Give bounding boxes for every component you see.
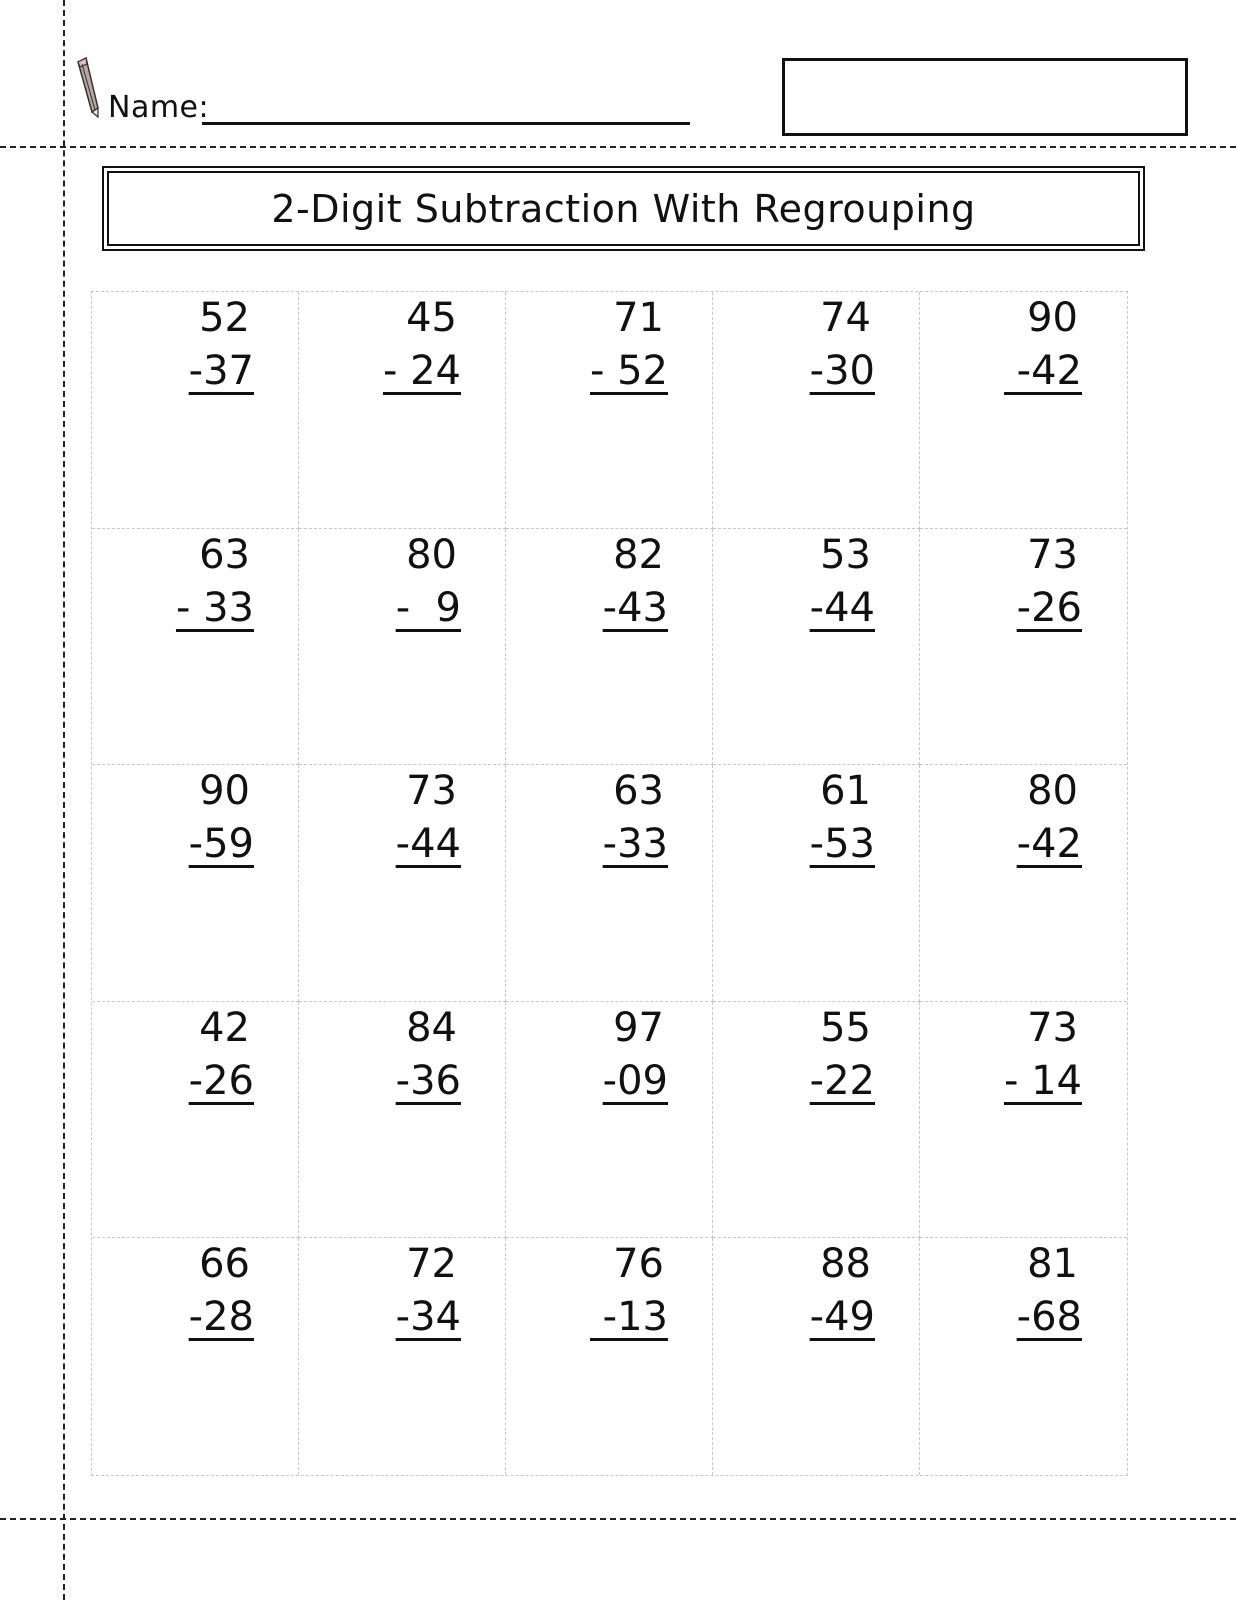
subtrahend: -22 (809, 1057, 875, 1104)
problem-cell (713, 1238, 920, 1475)
problem-cell (92, 292, 299, 529)
problem-cell (920, 292, 1127, 529)
title-frame (102, 166, 1145, 251)
vertical-cut-line (63, 0, 65, 1600)
minuend: 80 (1027, 768, 1078, 815)
top-cut-line (0, 146, 1236, 148)
problem-cell (506, 292, 713, 529)
minuend: 61 (820, 768, 871, 815)
problem-cell (920, 1002, 1127, 1239)
subtrahend: -68 (1016, 1294, 1082, 1341)
pencil-icon (74, 56, 100, 118)
subtrahend: -44 (395, 821, 461, 868)
problem-cell (299, 292, 506, 529)
subtrahend: - 24 (382, 348, 461, 394)
minuend: 52 (199, 295, 250, 341)
minuend: 97 (613, 1004, 664, 1051)
subtrahend: -53 (809, 821, 875, 868)
minuend: 80 (406, 531, 457, 578)
minuend: 45 (406, 295, 457, 341)
subtrahend: -49 (809, 1294, 875, 1341)
subtrahend: -33 (602, 821, 668, 868)
problem-cell (299, 765, 506, 1002)
problem-cell (713, 529, 920, 766)
score-box[interactable] (782, 58, 1188, 136)
problem-cell (713, 765, 920, 1002)
minuend: 42 (199, 1004, 250, 1051)
minuend: 73 (406, 768, 457, 815)
problem-cell (506, 1002, 713, 1239)
problem-cell (920, 1238, 1127, 1475)
minuend: 63 (613, 768, 664, 815)
subtrahend: -43 (602, 584, 668, 631)
worksheet-title: 2-Digit Subtraction With Regrouping (271, 186, 976, 231)
title-inner-frame (107, 171, 1140, 246)
problem-cell (506, 529, 713, 766)
problem-cell (92, 529, 299, 766)
subtrahend: -28 (188, 1294, 254, 1341)
subtrahend: -30 (809, 348, 875, 394)
subtrahend: - 33 (175, 584, 254, 631)
problem-cell (299, 1002, 506, 1239)
minuend: 84 (406, 1004, 457, 1051)
minuend: 63 (199, 531, 250, 578)
minuend: 73 (1027, 531, 1078, 578)
subtrahend: -42 (1016, 821, 1082, 868)
minuend: 82 (613, 531, 664, 578)
name-label: Name: (108, 90, 210, 125)
minuend: 90 (1027, 295, 1078, 341)
subtrahend: -26 (1016, 584, 1082, 631)
subtrahend: -09 (602, 1057, 668, 1104)
minuend: 90 (199, 768, 250, 815)
problem-cell (920, 529, 1127, 766)
subtrahend: -44 (809, 584, 875, 631)
minuend: 71 (613, 295, 664, 341)
problem-cell (920, 765, 1127, 1002)
subtrahend: -26 (188, 1057, 254, 1104)
problem-cell (713, 1002, 920, 1239)
minuend: 66 (199, 1241, 250, 1288)
subtrahend: - 52 (589, 348, 668, 394)
problem-cell (299, 1238, 506, 1475)
subtrahend: -59 (188, 821, 254, 868)
subtrahend: -34 (395, 1294, 461, 1341)
bottom-cut-line (0, 1518, 1236, 1520)
problem-cell (92, 765, 299, 1002)
problem-grid (91, 291, 1128, 1476)
subtrahend: -42 (1003, 348, 1082, 394)
subtrahend: -13 (589, 1294, 668, 1341)
subtrahend: - 14 (1003, 1057, 1082, 1104)
subtrahend: -36 (395, 1057, 461, 1104)
problem-cell (713, 292, 920, 529)
minuend: 72 (406, 1241, 457, 1288)
problem-cell (506, 1238, 713, 1475)
problem-cell (92, 1002, 299, 1239)
name-field-line[interactable] (202, 122, 690, 125)
minuend: 73 (1027, 1004, 1078, 1051)
problem-cell (506, 765, 713, 1002)
subtrahend: -37 (188, 348, 254, 394)
minuend: 74 (820, 295, 871, 341)
minuend: 55 (820, 1004, 871, 1051)
problem-cell (92, 1238, 299, 1475)
subtrahend: - 9 (395, 584, 461, 631)
minuend: 53 (820, 531, 871, 578)
problem-cell (299, 529, 506, 766)
minuend: 88 (820, 1241, 871, 1288)
minuend: 76 (613, 1241, 664, 1288)
minuend: 81 (1027, 1241, 1078, 1288)
